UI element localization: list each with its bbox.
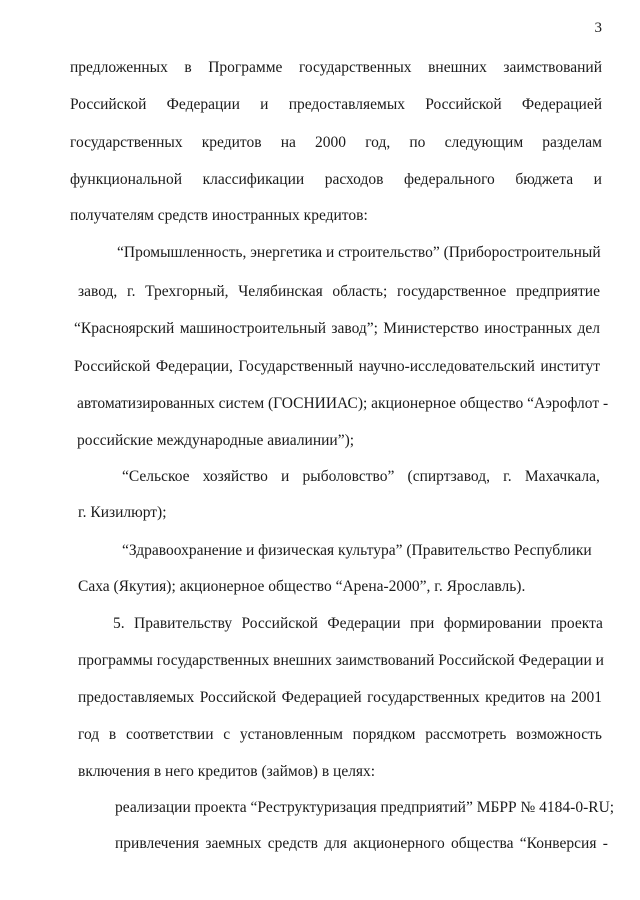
word: Федерации, [155, 358, 233, 375]
word: Российской [70, 96, 147, 113]
word: (спиртзавод, [407, 468, 490, 485]
word: средств [267, 835, 318, 852]
word: в [108, 726, 117, 743]
word: область; [332, 283, 388, 300]
word: бюджета [515, 171, 574, 188]
word: машиностроительный [179, 320, 327, 337]
text-line [113, 616, 603, 632]
text-line [78, 727, 602, 743]
word: следующим [444, 134, 524, 151]
word: дел [577, 320, 600, 337]
text-line [70, 172, 602, 188]
word: для [324, 835, 348, 852]
word: рыболовство” [302, 468, 395, 485]
text-line: г. Кизилюрт); [78, 504, 167, 521]
word: предприятие [515, 283, 600, 300]
word: возможность [516, 726, 602, 743]
word: год [78, 726, 100, 743]
word: “Конверсия [519, 835, 597, 852]
word: Российской [425, 96, 502, 113]
word: соответствии [125, 726, 214, 743]
text-line: получателям средств иностранных кредитов: [70, 207, 368, 224]
word: и [593, 171, 602, 188]
word: завод”; [331, 320, 378, 337]
word: внешних [428, 59, 487, 76]
text-line [115, 836, 608, 852]
word: Федерации [327, 615, 401, 632]
word: завод, [78, 283, 118, 300]
word: 2000 [315, 134, 347, 151]
word: в [184, 59, 192, 76]
text-line [122, 469, 600, 485]
word: Министерство [383, 320, 479, 337]
word: федерального [403, 171, 495, 188]
word: заимствований [503, 59, 602, 76]
word: проекта [550, 615, 603, 632]
word: общества [451, 835, 514, 852]
word: заемных [205, 835, 262, 852]
word: на [550, 689, 566, 706]
word: разделам [542, 134, 602, 151]
text-line: программы государственных внешних заимствований Российской Федерации и [78, 652, 604, 669]
word: Федерации [166, 96, 240, 113]
word: Программе [208, 59, 283, 76]
word: предложенных [70, 59, 168, 76]
word: акционерного [353, 835, 445, 852]
word: научно-исследовательский [358, 358, 535, 375]
word: Российской [199, 689, 277, 706]
word: Российской [74, 358, 151, 375]
word: Российской [241, 615, 318, 632]
word: привлечения [115, 835, 200, 852]
text-line [74, 321, 600, 337]
word: и [281, 468, 290, 485]
page-number: 3 [594, 20, 602, 36]
word: по [409, 134, 426, 151]
text-line: автоматизированных систем (ГОСНИИАС); акционерное общество “Аэрофлот - [77, 395, 609, 412]
text-line: российские международные авиалинии”); [77, 432, 355, 449]
word: предоставляемых [288, 96, 405, 113]
word: на [280, 134, 296, 151]
word: “Красноярский [74, 320, 175, 337]
word: Правительству [134, 615, 233, 632]
text-line: Саха (Якутия); акционерное общество “Арена-2000”, г. Ярославль). [78, 578, 526, 595]
word: Федерацией [521, 96, 602, 113]
text-line [70, 60, 602, 76]
word: с [223, 726, 231, 743]
word: и [260, 96, 269, 113]
text-line [78, 284, 600, 300]
word: - [602, 835, 608, 852]
text-line [78, 690, 602, 706]
word: хозяйство [202, 468, 268, 485]
word: формировании [443, 615, 542, 632]
word: государственных [298, 59, 412, 76]
word: функциональной [70, 171, 183, 188]
text-line [70, 135, 602, 151]
word: Трехгорный, [145, 283, 229, 300]
word: кредитов [485, 689, 545, 706]
word: классификации [202, 171, 305, 188]
word: порядком [352, 726, 416, 743]
word: иностранных [484, 320, 573, 337]
word: г. [126, 283, 136, 300]
word: г. [503, 468, 512, 485]
word: Челябинская [238, 283, 323, 300]
word: институт [540, 358, 600, 375]
word: год, [365, 134, 391, 151]
word: рассмотреть [425, 726, 507, 743]
text-line [74, 359, 600, 375]
word: кредитов [201, 134, 262, 151]
word: Махачкала, [524, 468, 600, 485]
word: предоставляемых [78, 689, 195, 706]
word: установленным [239, 726, 343, 743]
text-line: “Промышленность, энергетика и строительство” (Приборостроительный [117, 244, 601, 261]
word: “Сельское [122, 468, 190, 485]
word: расходов [324, 171, 384, 188]
word: 5. [113, 615, 125, 632]
text-line: “Здравоохранение и физическая культура” (Правительство Республики [122, 542, 592, 559]
word: государственных [70, 134, 183, 151]
text-line: включения в него кредитов (займов) в целях: [78, 763, 376, 780]
text-line: реализации проекта “Реструктуризация предприятий” МБРР № 4184-0-RU; [115, 799, 615, 816]
word: при [409, 615, 435, 632]
word: государственных [367, 689, 480, 706]
word: Федерацией [281, 689, 362, 706]
text-line [70, 97, 602, 113]
word: Государственный [238, 358, 354, 375]
word: государственное [397, 283, 507, 300]
word: 2001 [570, 689, 602, 706]
